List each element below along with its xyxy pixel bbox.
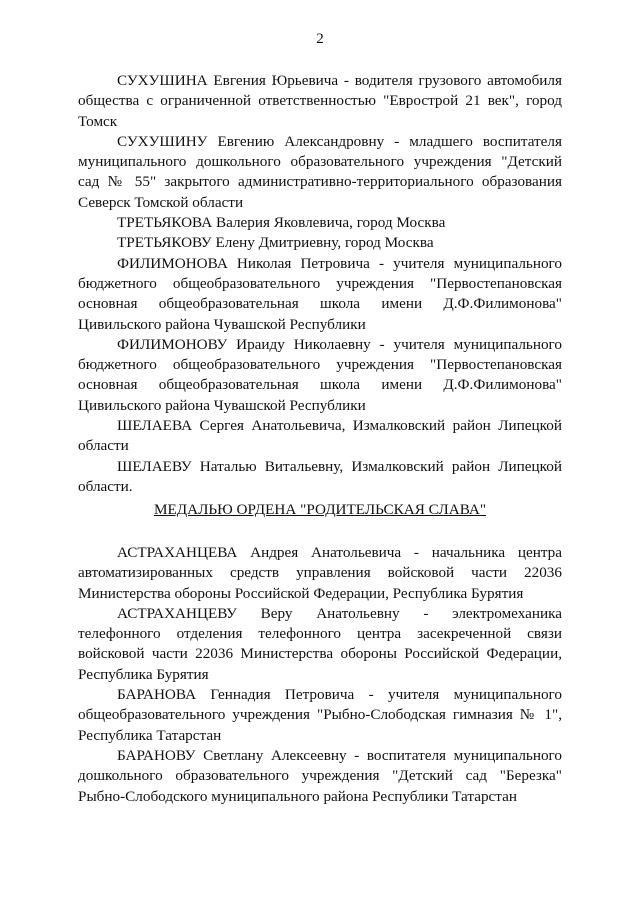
- section-heading: МЕДАЛЬЮ ОРДЕНА "РОДИТЕЛЬСКАЯ СЛАВА": [153, 501, 487, 518]
- award-entry: АСТРАХАНЦЕВУ Веру Анатольевну - электромеханика телефонного отделения телефонного центра засекреченной связи войсковой части 22036 Министерства обороны Российской Федерации, Республика Бурятия: [78, 604, 562, 683]
- award-entry: СУХУШИНУ Евгению Александровну - младшего воспитателя муниципального дошкольного образовательного учреждения "Детский сад № 55" закрытого административно-территориального образования Северск Томской области: [78, 132, 562, 211]
- award-entry: БАРАНОВА Геннадия Петровича - учителя муниципального общеобразовательного учреждения "Рыбно-Слободская гимназия № 1", Республика Татарстан: [78, 686, 562, 744]
- award-entry: ФИЛИМОНОВУ Ираиду Николаевну - учителя муниципального бюджетного общеобразовательного учреждения "Первостепановская основная общеобразовательная школа имени Д.Ф.Филимонова" Цивильского района Чувашской Республики: [78, 335, 562, 414]
- award-entry: ШЕЛАЕВУ Наталью Витальевну, Измалковский район Липецкой области.: [78, 457, 562, 495]
- award-list-section-2: [78, 543, 562, 807]
- award-list-section-1: [78, 71, 562, 497]
- award-entry: АСТРАХАНЦЕВА Андрея Анатольевича - начальника центра автоматизированных средств управления войсковой части 22036 Министерства обороны Российской Федерации, Республика Бурятия: [78, 544, 562, 602]
- award-entry: ШЕЛАЕВА Сергея Анатольевича, Измалковский район Липецкой области: [78, 417, 562, 455]
- award-entry: ТРЕТЬЯКОВУ Елену Дмитриевну, город Москва: [117, 234, 434, 252]
- award-entry: ТРЕТЬЯКОВА Валерия Яковлевича, город Москва: [117, 214, 446, 232]
- award-entry: ФИЛИМОНОВА Николая Петровича - учителя муниципального бюджетного общеобразовательного учреждения "Первостепановская основная общеобразовательная школа имени Д.Ф.Филимонова" Цивильского района Чувашской Республики: [78, 254, 562, 333]
- page-number: 2: [316, 31, 324, 47]
- award-entry: БАРАНОВУ Светлану Алексеевну - воспитателя муниципального дошкольного образовательного учреждения "Детский сад "Березка" Рыбно-Слободского муниципального района Республики Татарстан: [78, 746, 562, 805]
- award-entry: СУХУШИНА Евгения Юрьевича - водителя грузового автомобиля общества с ограниченной ответственностью "Еврострой 21 век", город Томск: [78, 72, 562, 130]
